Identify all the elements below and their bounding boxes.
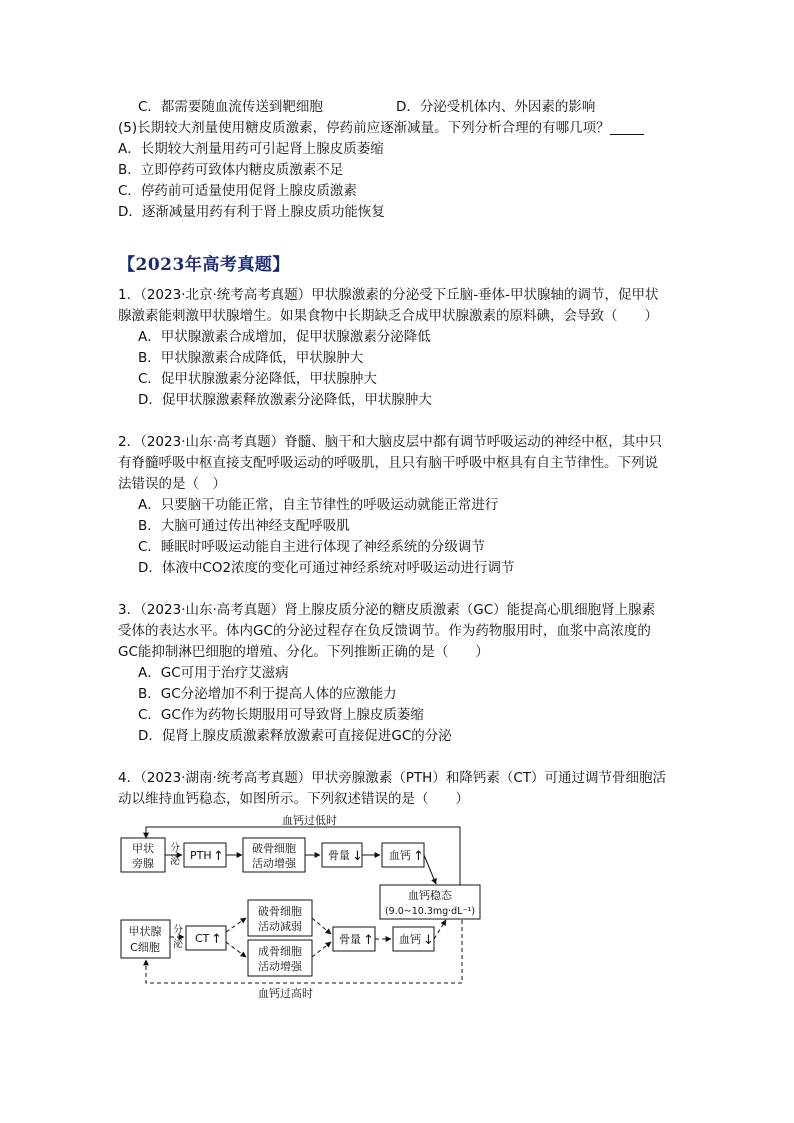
thyroid-c-label-2: C细胞 bbox=[130, 941, 160, 954]
osteoclast-up-2: 活动增强 bbox=[252, 857, 296, 870]
q4-stem-line-1: 4．（2023·湖南·统考高考真题）甲状旁腺激素（PTH）和降钙素（CT）可通过调节骨细胞活 bbox=[118, 770, 666, 786]
parathyroid-label-2: 旁腺 bbox=[132, 857, 154, 870]
q3-option-b: B．GC分泌增加不利于提高人体的应激能力 bbox=[138, 686, 397, 702]
option-d: D．分泌受机体内、外因素的影响 bbox=[396, 99, 596, 115]
homeostasis-label: 血钙稳态 bbox=[408, 889, 452, 902]
q2-option-d: D．体液中CO2浓度的变化可通过神经系统对呼吸运动进行调节 bbox=[138, 560, 515, 576]
q1-stem-line-1: 1．（2023·北京·统考高考真题）甲状腺激素的分泌受下丘脑-垂体-甲状腺轴的调节，促甲状 bbox=[118, 287, 659, 303]
osteoblast-up-1: 成骨细胞 bbox=[258, 945, 302, 958]
option-c: C．都需要随血流传送到靶细胞 bbox=[138, 99, 323, 115]
parathyroid-label-1: 甲状 bbox=[132, 842, 154, 855]
up-arrow-icon: ↑ bbox=[413, 849, 424, 864]
q2-stem-line-1: 2．（2023·山东·高考真题）脊髓、脑干和大脑皮层中都有调节呼吸运动的神经中枢，其中只 bbox=[118, 434, 663, 450]
question-5-stem: (5)长期较大剂量使用糖皮质激素，停药前应逐渐减量。下列分析合理的有哪几项？ bbox=[118, 118, 644, 138]
q5-option-b: B．立即停药可致体内糖皮质激素不足 bbox=[118, 162, 344, 178]
q3-stem-line-1: 3．（2023·山东·高考真题）肾上腺皮质分泌的糖皮质激素（GC）能提高心肌细胞肾上腺素 bbox=[118, 602, 656, 618]
secrete-label-1: 分 bbox=[170, 843, 180, 854]
q2-stem-line-3: 法错误的是（ ） bbox=[118, 476, 226, 492]
q3-stem-line-2: 受体的表达水平。体内GC的分泌过程存在负反馈调节。作为药物服用时，血浆中高浓度的 bbox=[118, 623, 651, 639]
up-arrow-icon: ↑ bbox=[213, 849, 224, 864]
q1-option-d: D．促甲状腺激素释放激素分泌降低，甲状腺肿大 bbox=[138, 392, 432, 408]
up-arrow-icon: ↑ bbox=[363, 933, 374, 948]
down-arrow-icon: ↓ bbox=[423, 933, 434, 948]
q4-stem-line-2: 动以维持血钙稳态，如图所示。下列叙述错误的是（ ） bbox=[118, 791, 469, 807]
thyroid-c-label-1: 甲状腺 bbox=[128, 925, 162, 938]
q1-stem-line-2: 腺激素能刺激甲状腺增生。如果食物中长期缺乏合成甲状腺激素的原料碘，会导致（ ） bbox=[118, 308, 658, 324]
q2-option-c: C．睡眠时呼吸运动能自主进行体现了神经系统的分级调节 bbox=[138, 539, 485, 555]
q1-option-a: A．甲状腺激素合成增加，促甲状腺激素分泌降低 bbox=[138, 329, 431, 345]
section-heading: 【2023年高考真题】 bbox=[118, 255, 290, 275]
osteoclast-down-2: 活动减弱 bbox=[258, 920, 302, 933]
bone-down-label: 骨量 bbox=[328, 849, 350, 862]
q3-stem-line-3: GC能抑制淋巴细胞的增殖、分化。下列推断正确的是（ ） bbox=[118, 644, 489, 660]
q5-option-d: D．逐渐减量用药有利于肾上腺皮质功能恢复 bbox=[118, 204, 385, 220]
q2-stem-line-2: 有脊髓呼吸中枢直接支配呼吸运动的呼吸肌，且只有脑干呼吸中枢具有自主节律性。下列说 bbox=[118, 455, 658, 471]
pth-label: PTH bbox=[190, 849, 212, 862]
homeostasis-range: (9.0~10.3mg·dL⁻¹) bbox=[384, 906, 476, 917]
q2-option-a: A．只要脑干功能正常，自主节律性的呼吸运动就能正常进行 bbox=[138, 497, 499, 513]
calcium-up-label: 血钙 bbox=[389, 849, 411, 862]
q5-option-a: A．长期较大剂量用药可引起肾上腺皮质萎缩 bbox=[118, 141, 384, 157]
q1-option-b: B．甲状腺激素合成降低，甲状腺肿大 bbox=[138, 350, 364, 366]
q3-option-a: A．GC可用于治疗艾滋病 bbox=[138, 665, 289, 681]
low-calcium-label: 血钙过低时 bbox=[282, 814, 337, 827]
osteoblast-up-2: 活动增强 bbox=[258, 960, 302, 973]
q1-option-c: C．促甲状腺激素分泌降低，甲状腺肿大 bbox=[138, 371, 377, 387]
secrete-label-4: 泌 bbox=[173, 939, 183, 950]
q3-option-c: C．GC作为药物长期服用可导致肾上腺皮质萎缩 bbox=[138, 707, 424, 723]
osteoclast-down-1: 破骨细胞 bbox=[258, 905, 302, 918]
calcium-down-label: 血钙 bbox=[399, 933, 421, 946]
secrete-label-2: 泌 bbox=[170, 856, 180, 867]
high-calcium-label: 血钙过高时 bbox=[258, 987, 313, 1000]
down-arrow-icon: ↓ bbox=[352, 849, 363, 864]
osteoclast-up-1: 破骨细胞 bbox=[252, 842, 296, 855]
q2-option-b: B．大脑可通过传出神经支配呼吸肌 bbox=[138, 518, 350, 534]
bone-up-label: 骨量 bbox=[339, 933, 361, 946]
q5-option-c: C．停药前可适量使用促肾上腺皮质激素 bbox=[118, 183, 357, 199]
secrete-label-3: 分 bbox=[173, 925, 183, 936]
up-arrow-icon: ↑ bbox=[211, 932, 222, 947]
q3-option-d: D．促肾上腺皮质激素释放激素可直接促进GC的分泌 bbox=[138, 728, 452, 744]
ct-label: CT bbox=[195, 932, 210, 945]
